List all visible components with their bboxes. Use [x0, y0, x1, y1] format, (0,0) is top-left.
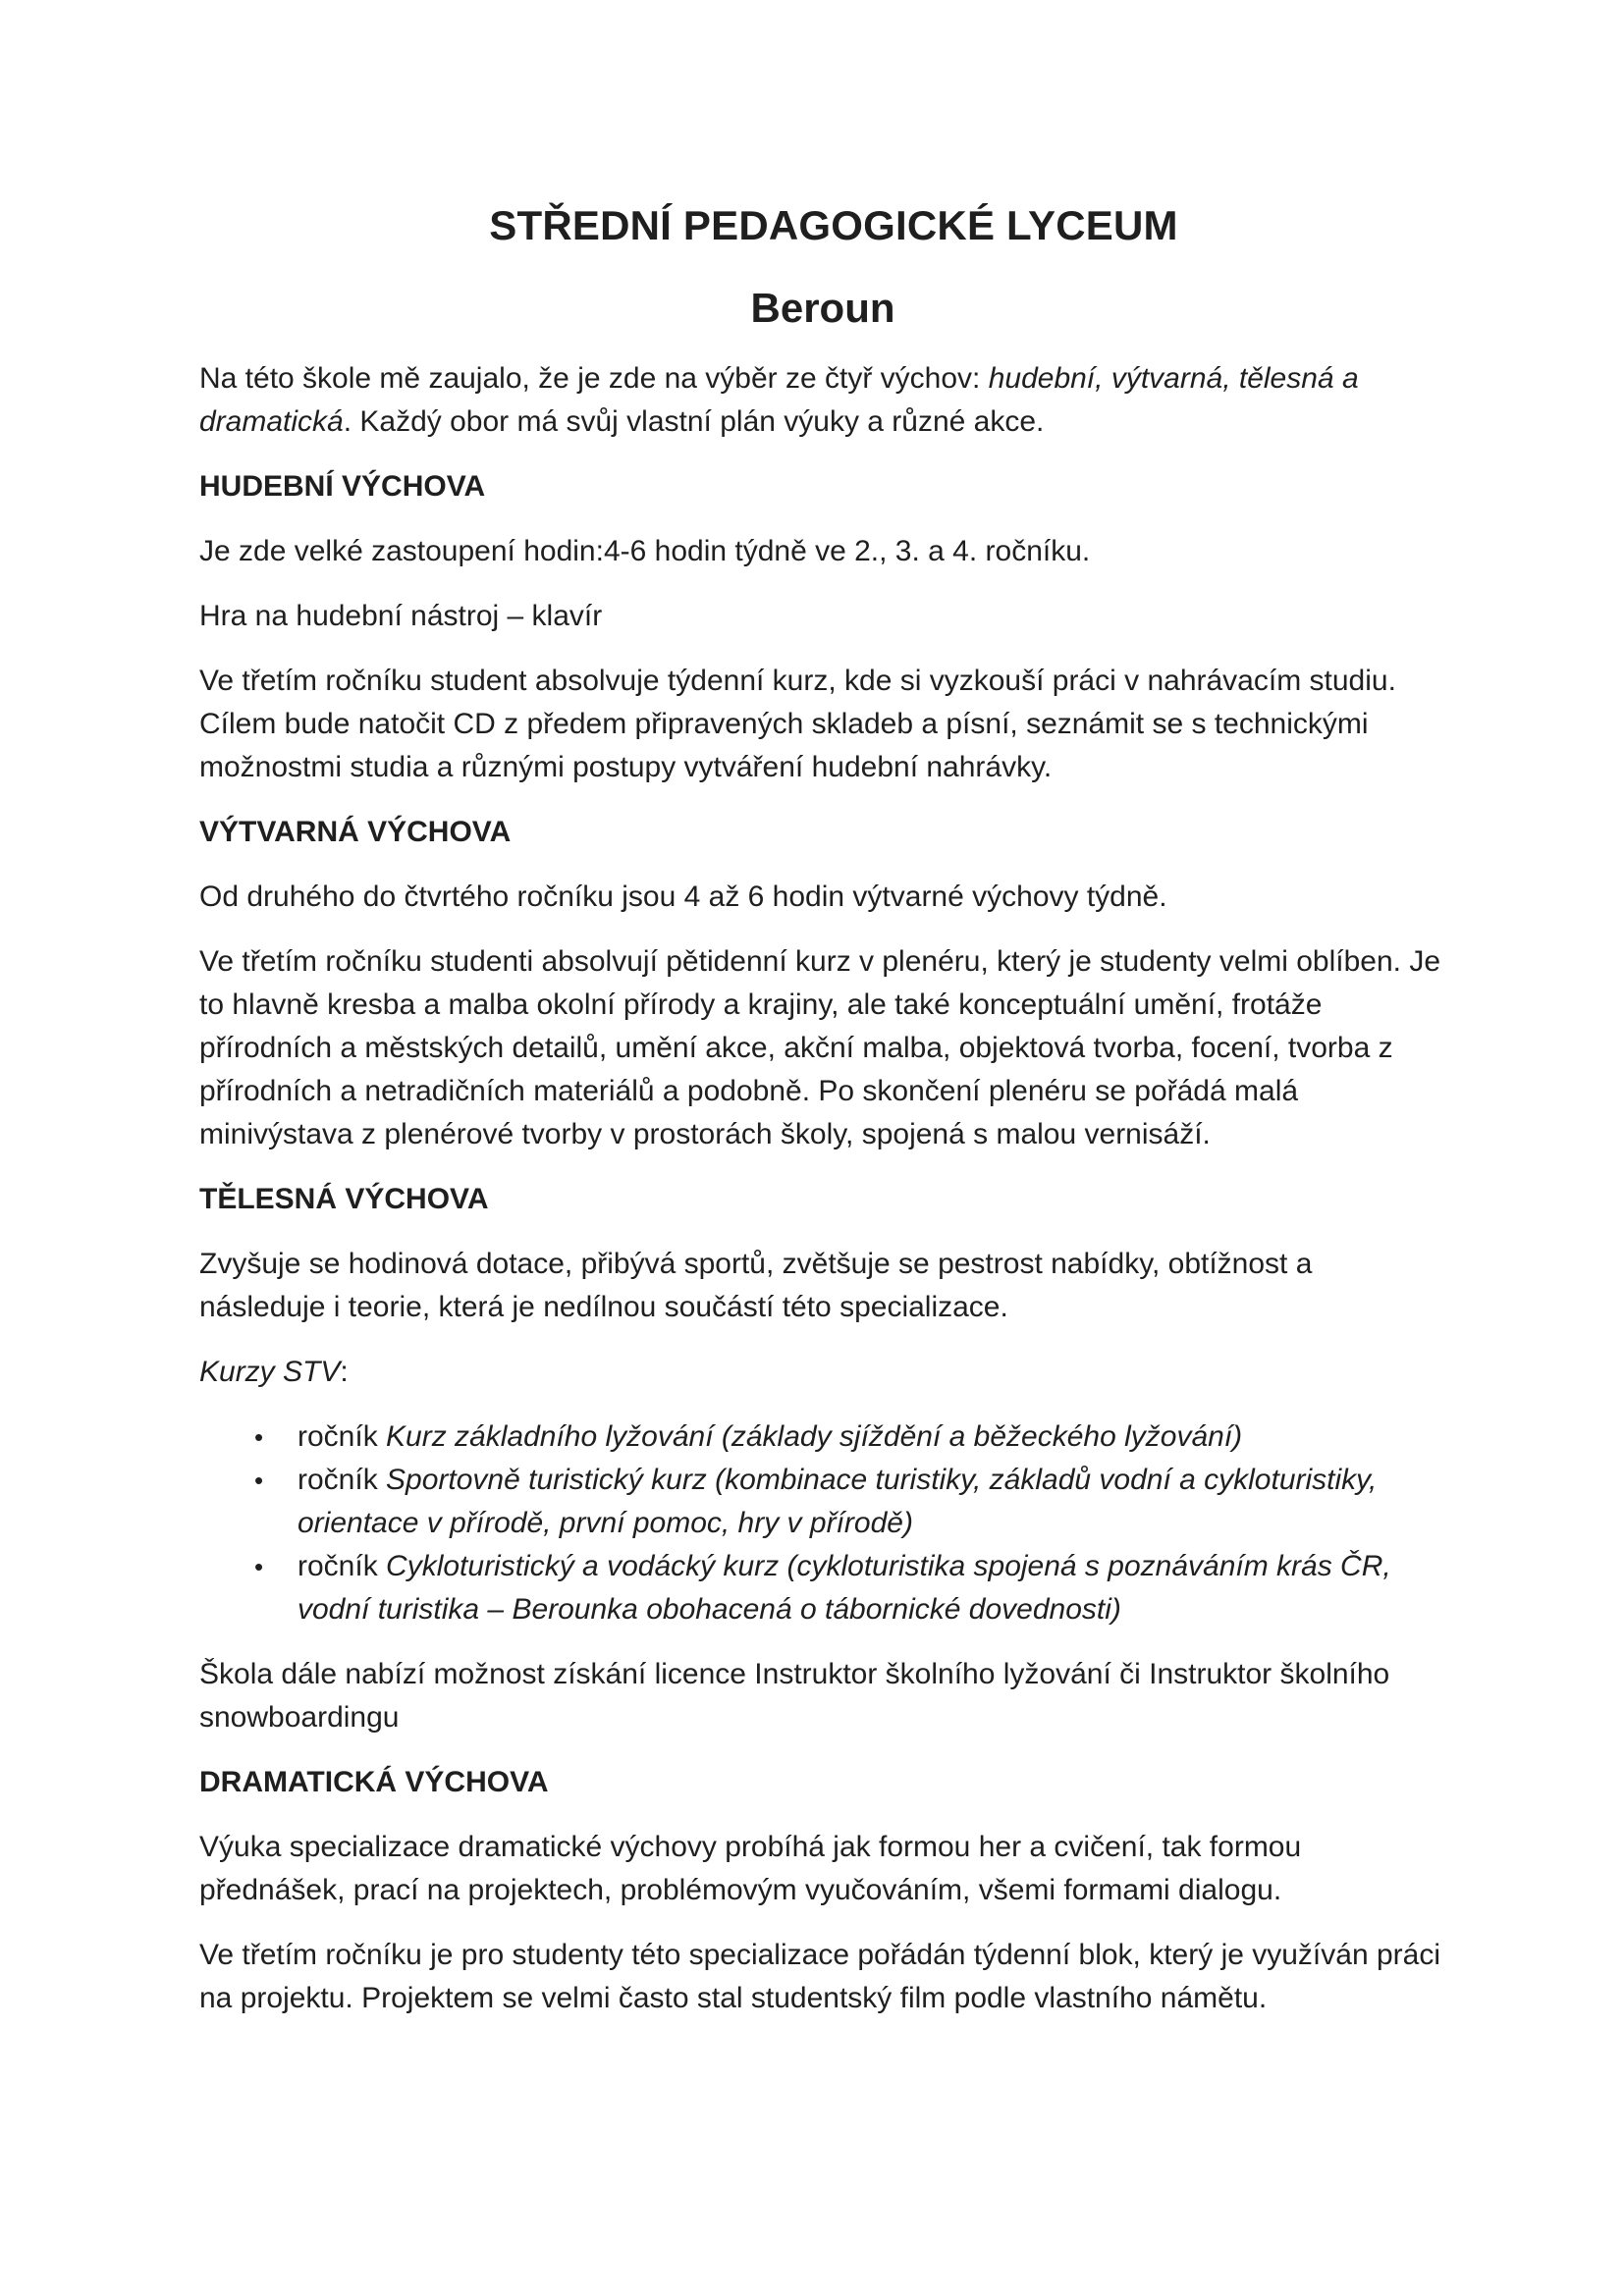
document-content — [199, 196, 1446, 2020]
art-paragraph-2: Ve třetím ročníku studenti absolvují pětidenní kurz v plenéru, který je studenty velmi oblíben. Je to hlavně kresba a malba okolní přírody a krajiny, ale také konceptuální umění, frotáže přírodních a městských detailů, umění akce, akční malba, objektová tvorba, focení, tvorba z přírodních a netradičních materiálů a podobně. Po skončení plenéru se pořádá malá minivýstava z plenérové tvorby v prostorách školy, spojená s malou vernisáží. — [199, 945, 1440, 1150]
bullet-icon: • — [254, 1466, 264, 1495]
pe-courses-list — [199, 1415, 1446, 1631]
bullet-icon: • — [254, 1422, 264, 1452]
list-item — [254, 1415, 1446, 1459]
document-subtitle: Beroun — [750, 285, 895, 331]
intro-italic-subjects: hudební, výtvarná, tělesná a dramatická — [199, 362, 1359, 438]
intro-text-before: Na této škole mě zaujalo, že je zde na výběr ze čtyř výchov: — [199, 362, 989, 395]
music-heading: HUDEBNÍ VÝCHOVA — [199, 470, 486, 503]
pe-heading: TĚLESNÁ VÝCHOVA — [199, 1183, 489, 1215]
music-paragraph-3: Ve třetím ročníku student absolvuje týdenní kurz, kde si vyzkouší práci v nahrávacím studiu. Cílem bude natočit CD z předem připravených skladeb a písní, seznámit se s technickými možnostmi studia a různými postupy vytváření hudební nahrávky. — [199, 665, 1396, 783]
course-name: Sportovně turistický kurz (kombinace turistiky, základů vodní a cykloturistiky, orientace v přírodě, první pomoc, hry v přírodě) — [298, 1464, 1378, 1539]
drama-heading: DRAMATICKÁ VÝCHOVA — [199, 1766, 549, 1798]
list-item — [254, 1545, 1446, 1631]
intro-paragraph — [199, 357, 1446, 444]
pe-courses-label — [199, 1351, 1446, 1394]
bullet-icon: • — [254, 1552, 264, 1581]
drama-paragraph-2: Ve třetím ročníku je pro studenty této specializace pořádán týdenní blok, který je využíván práci na projektu. Projektem se velmi často stal studentský film podle vlastního námětu. — [199, 1939, 1440, 2014]
art-heading: VÝTVARNÁ VÝCHOVA — [199, 816, 512, 848]
course-prefix: ročník — [298, 1550, 387, 1582]
intro-text-after: . Každý obor má svůj vlastní plán výuky a různé akce. — [343, 405, 1045, 438]
pe-paragraph-1: Zvyšuje se hodinová dotace, přibývá sportů, zvětšuje se pestrost nabídky, obtížnost a následuje i teorie, která je nedílnou součástí této specializace. — [199, 1248, 1313, 1323]
course-name: Cykloturistický a vodácký kurz (cykloturistika spojená s poznáváním krás ČR, vodní turistika – Berounka obohacená o tábornické dovednosti) — [298, 1550, 1391, 1626]
list-item — [254, 1459, 1446, 1545]
pe-paragraph-2: Škola dále nabízí možnost získání licence Instruktor školního lyžování či Instruktor školního snowboardingu — [199, 1658, 1390, 1734]
art-paragraph-1: Od druhého do čtvrtého ročníku jsou 4 až 6 hodin výtvarné výchovy týdně. — [199, 881, 1167, 913]
course-prefix: ročník — [298, 1464, 387, 1496]
pe-courses-label-text: Kurzy STV — [199, 1356, 341, 1388]
document-title: STŘEDNÍ PEDAGOGICKÉ LYCEUM — [489, 202, 1178, 248]
drama-paragraph-1: Výuka specializace dramatické výchovy probíhá jak formou her a cvičení, tak formou přednášek, prací na projektech, problémovým vyučováním, všemi formami dialogu. — [199, 1831, 1302, 1906]
pe-courses-label-colon: : — [340, 1356, 349, 1388]
music-paragraph-1: Je zde velké zastoupení hodin:4-6 hodin týdně ve 2., 3. a 4. ročníku. — [199, 535, 1091, 567]
music-paragraph-2: Hra na hudební nástroj – klavír — [199, 600, 603, 632]
course-name: Kurz základního lyžování (základy sjíždění a běžeckého lyžování) — [386, 1420, 1243, 1453]
course-prefix: ročník — [298, 1420, 387, 1453]
